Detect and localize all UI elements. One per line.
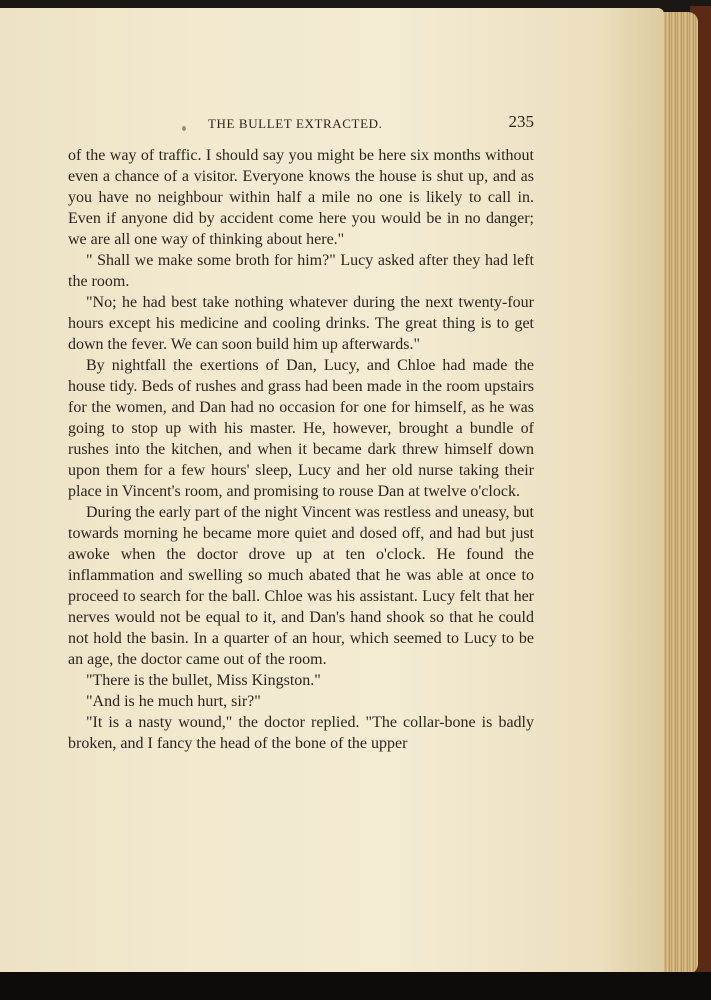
paragraph: of the way of traffic. I should say you might be here six months without even a chance of a visitor. Everyone knows the house is shut up, and as you have no neighbour within half a mile no one is likely to call in. Even if anyone did by accident come here you would be in no danger; we are all one way of thinking about here." [68,147,534,248]
paragraph: "There is the bullet, Miss Kingston." [86,672,321,689]
paragraph: During the early part of the night Vincent was restless and uneasy, but towards morning he became more quiet and dosed off, and had but just awoke when the doctor drove up at ten o'clock. He found the inflammation and swelling so much abated that he was able at once to proceed to search for the ball. Chloe was his assistant. Lucy felt that her nerves would not be equal to it, and Dan's hand shook so that he could not hold the basin. In a quarter of an hour, which seemed to Lucy to be an age, the doctor came out of the room. [68,504,534,668]
running-title: THE BULLET EXTRACTED. [208,116,383,131]
bottom-shadow [0,972,711,1000]
page-number: 235 [508,112,534,131]
running-head [68,112,534,136]
paragraph: "It is a nasty wound," the doctor replied. "The collar-bone is badly broken, and I fancy the head of the bone of the upper [68,714,534,752]
paragraph: " Shall we make some broth for him?" Lucy asked after they had left the room. [68,252,534,290]
paragraph: By nightfall the exertions of Dan, Lucy, and Chloe had made the house tidy. Beds of rushes and grass had been made in the room upstairs for the women, and Dan had no occasion for one for himself, as he was going to stop up with his master. He, however, brought a bundle of rushes into the kitchen, and when it became dark threw himself down upon them for a few hours' sleep, Lucy and her old nurse taking their place in Vincent's room, and promising to rouse Dan at twelve o'clock. [68,357,534,500]
paragraph: "And is he much hurt, sir?" [86,693,261,710]
body-text [68,145,534,754]
paragraph: "No; he had best take nothing whatever during the next twenty-four hours except his medicine and cooling drinks. The great thing is to get down the fever. We can soon build him up afterwards." [68,294,534,353]
